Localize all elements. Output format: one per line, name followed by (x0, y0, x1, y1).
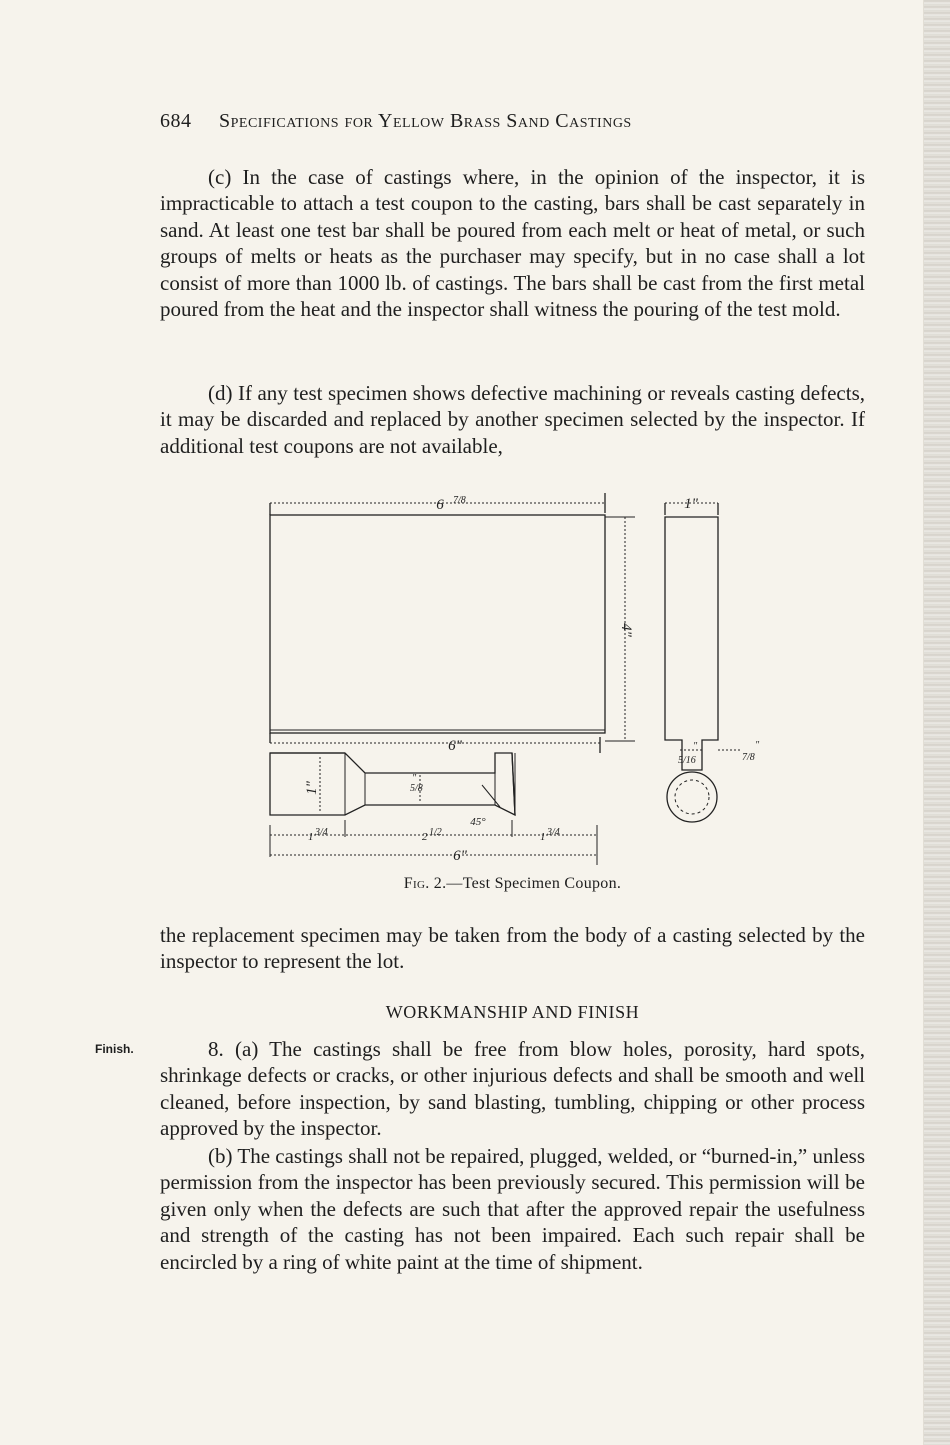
coupon-block (270, 515, 605, 733)
side-width-label: 1" (684, 496, 698, 512)
height-label: 4" (618, 623, 634, 637)
top-width-whole: 6 (436, 497, 444, 513)
page-number: 684 (160, 110, 192, 132)
figure-label: Fig. 2. (403, 875, 447, 892)
neck-dia-frac: 5/8 (410, 783, 423, 794)
side-view-bore (675, 780, 709, 814)
paragraph-8b: (b) The castings shall not be repaired, plugged, welded, or “burned-in,” unless permission from the inspector has been previously secured. This permission will be given only when the defects are such that after the approved repair the usefulness and strength of the casting has not been impaired. Each such repair shall be encircled by a ring of white paint at the time of shipment. (160, 1144, 865, 1274)
paragraph-8a: 8. (a) The castings shall be free from blow holes, porosity, hard spots, shrinkage defects or cracks, or other injurious defects and shall be smooth and well cleaned, before inspection, by sand blasting, tumbling, chipping or other process approved by the inspector. (160, 1037, 865, 1141)
coupon-drawing (250, 485, 780, 870)
paragraph-continued: the replacement specimen may be taken from the body of a casting selected by the inspector to represent the lot. (160, 923, 865, 974)
right-end-frac: 3/4 (547, 827, 560, 838)
section-heading: WORKMANSHIP AND FINISH (385, 1002, 640, 1022)
side-bar-frac: 7/8 (742, 752, 755, 763)
left-end-frac: 3/4 (315, 827, 328, 838)
bar-height-label: 1" (304, 781, 320, 795)
stem-unit: " (693, 741, 698, 752)
angle-leader (482, 785, 500, 807)
neck-dia-unit: " (412, 773, 417, 784)
top-width-frac: 7/8 (453, 495, 466, 506)
stem-frac: 5/16 (678, 755, 696, 766)
test-specimen-figure (250, 485, 780, 870)
running-title: Specifications for Yellow Brass Sand Castings (219, 110, 632, 132)
running-header (160, 110, 865, 133)
overall-length-label: 6" (453, 848, 467, 864)
page-edge-shadow (924, 0, 950, 1445)
side-bar-unit: " (755, 740, 760, 751)
bar-length-label: 6" (448, 738, 462, 754)
paragraph-c: (c) In the case of castings where, in the opinion of the inspector, it is impracticable to attach a test coupon to the casting, bars shall be cast separately in sand. At least one test bar shall be poured from each melt or heat of metal, or such groups of melts or heats as the purchaser may specify, but in no case shall a lot consist of more than 1000 lb. of castings. The bars shall be cast from the first metal poured from the heat and the inspector shall witness the pouring of the test mold. (160, 165, 865, 322)
middle-whole: 2 (422, 831, 428, 843)
left-end-whole: 1 (308, 831, 314, 843)
figure-caption-text: —Test Specimen Coupon. (446, 875, 622, 892)
figure-caption (160, 875, 865, 893)
margin-note: Finish. (95, 1042, 134, 1056)
right-end-whole: 1 (540, 831, 546, 843)
angle-label: 45° (470, 816, 486, 828)
paragraph-d: (d) If any test specimen shows defective machining or reveals casting defects, it may be discarded and replaced by another specimen selected by the inspector. If additional test coupons are not available, (160, 381, 865, 458)
middle-frac: 1/2 (429, 827, 442, 838)
side-view-plate (665, 517, 718, 770)
